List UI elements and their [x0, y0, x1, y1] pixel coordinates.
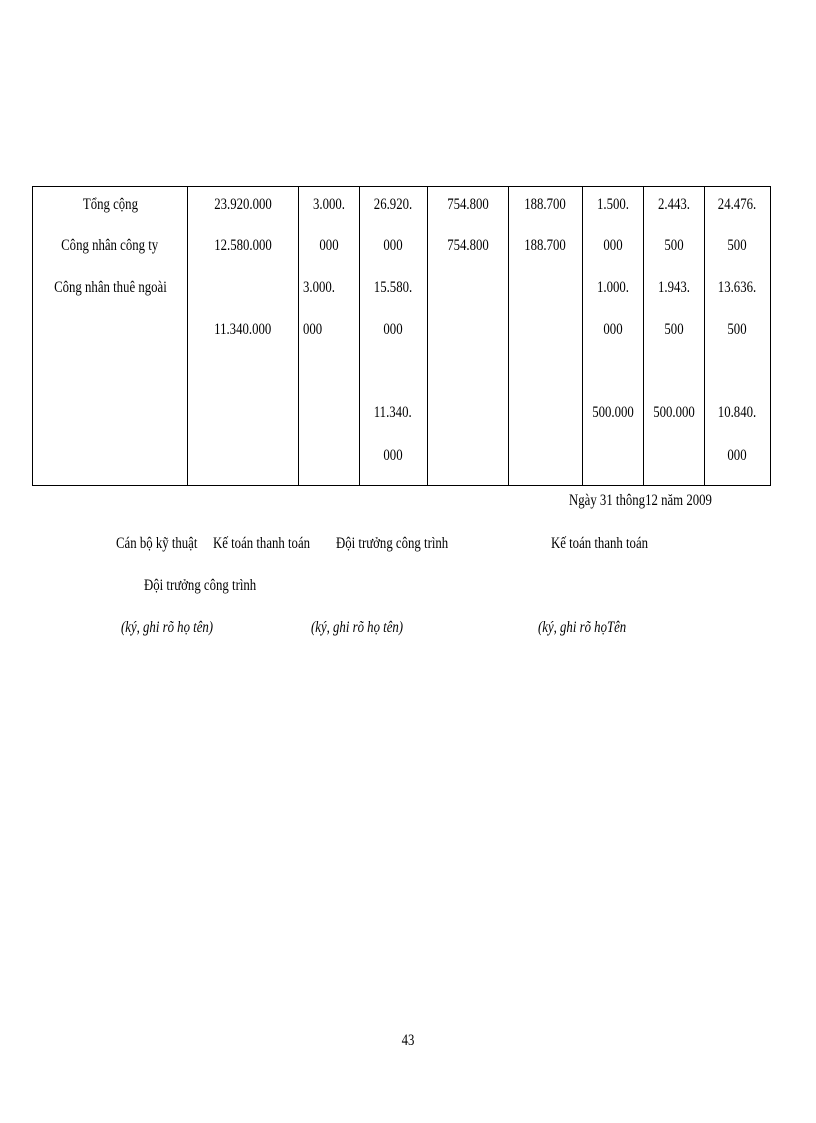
table-cell	[643, 195, 704, 215]
cell-text: 000	[318, 237, 339, 254]
cell-text: 000	[383, 237, 403, 254]
cell-text: Tổng cộng	[82, 196, 138, 213]
cell-text: 000	[383, 447, 403, 464]
signer-text: Kế toán thanh toán	[551, 535, 649, 552]
sign-note	[311, 618, 426, 638]
table-cell	[582, 236, 643, 256]
cell-text: 188.700	[524, 196, 566, 213]
cell-text: 000	[602, 237, 623, 254]
cell-text: 188.700	[524, 237, 566, 254]
date-text: Ngày 31 thông12 năm 2009	[569, 492, 712, 509]
cell-text: 1.500.	[596, 196, 629, 213]
date-line	[569, 491, 748, 511]
cell-text: 24.476.	[717, 196, 757, 213]
table-cell	[359, 278, 427, 298]
row-label-company-workers	[33, 236, 187, 256]
cell-text: 11.340.	[374, 404, 412, 421]
cell-text: 1.943.	[657, 279, 690, 296]
table-cell	[187, 195, 298, 215]
table-cell	[582, 403, 643, 423]
cost-table	[32, 186, 771, 486]
cell-text: 500.000	[591, 404, 634, 421]
cell-text: 2.443.	[657, 196, 690, 213]
table-cell	[303, 320, 327, 340]
table-cell	[704, 195, 770, 215]
cell-text: 754.800	[446, 196, 489, 213]
row-label-hired-workers	[33, 278, 187, 298]
cell-text: Công nhân thuê ngoài	[53, 279, 167, 296]
table-cell	[303, 278, 343, 298]
cell-text: 000	[602, 321, 623, 338]
cell-text: 12.580.000	[213, 237, 272, 254]
cell-text: 000	[303, 321, 323, 338]
signer-payment-accountant-2	[551, 534, 672, 554]
table-cell	[298, 195, 359, 215]
row-label-total	[33, 195, 187, 215]
table-cell	[643, 236, 704, 256]
page-number	[0, 1031, 816, 1051]
table-cell	[427, 236, 508, 256]
table-cell	[359, 446, 427, 466]
cell-text: 754.800	[446, 237, 489, 254]
sign-note	[121, 618, 236, 638]
table-cell	[704, 236, 770, 256]
column-divider	[508, 187, 509, 485]
cell-text: 000	[727, 447, 747, 464]
cell-text: 11.340.000	[213, 321, 272, 338]
cell-text: 1.000.	[596, 279, 629, 296]
table-cell	[582, 278, 643, 298]
table-cell	[187, 236, 298, 256]
signer-site-team-leader	[336, 534, 476, 554]
sign-note	[538, 618, 648, 638]
signer-technical-staff	[116, 534, 218, 554]
table-cell	[359, 403, 427, 423]
cell-text: 000	[383, 321, 403, 338]
table-cell	[643, 320, 704, 340]
table-cell	[704, 403, 770, 423]
table-cell	[582, 195, 643, 215]
cell-text: 13.636.	[717, 279, 757, 296]
column-divider	[427, 187, 428, 485]
cell-text: 3.000.	[303, 279, 335, 296]
cell-text: 500.000	[652, 404, 695, 421]
table-cell	[359, 320, 427, 340]
sign-note-text: (ký, ghi rõ họ tên)	[311, 619, 404, 636]
table-cell	[427, 195, 508, 215]
sign-note-text: (ký, ghi rõ họ tên)	[121, 619, 214, 636]
table-cell	[704, 320, 770, 340]
sign-note-text: (ký, ghi rõ họTên	[538, 619, 627, 636]
table-cell	[508, 195, 582, 215]
signer-text: Cán bộ kỹ thuật	[116, 535, 198, 552]
cell-text: 15.580.	[373, 279, 413, 296]
cell-text: 500	[727, 237, 747, 254]
signer-site-team-leader-2	[144, 576, 284, 596]
cell-text: 10.840.	[717, 404, 757, 421]
table-cell	[508, 236, 582, 256]
cell-text: 26.920.	[373, 196, 413, 213]
table-cell	[187, 320, 298, 340]
signer-text: Kế toán thanh toán	[213, 535, 311, 552]
table-cell	[704, 278, 770, 298]
cell-text: Công nhân công ty	[61, 237, 159, 254]
cell-text: 23.920.000	[213, 196, 272, 213]
signer-text: Đội trưởng công trình	[336, 535, 449, 552]
signer-text: Đội trưởng công trình	[144, 577, 257, 594]
page-number-text: 43	[401, 1032, 415, 1049]
table-cell	[704, 446, 770, 466]
cell-text: 3.000.	[312, 196, 345, 213]
table-cell	[298, 236, 359, 256]
cell-text: 500	[663, 321, 684, 338]
signer-payment-accountant	[213, 534, 334, 554]
table-cell	[582, 320, 643, 340]
table-cell	[643, 278, 704, 298]
table-cell	[359, 195, 427, 215]
cell-text: 500	[727, 321, 747, 338]
table-cell	[359, 236, 427, 256]
cell-text: 500	[663, 237, 684, 254]
table-cell	[643, 403, 704, 423]
column-divider	[298, 187, 299, 485]
